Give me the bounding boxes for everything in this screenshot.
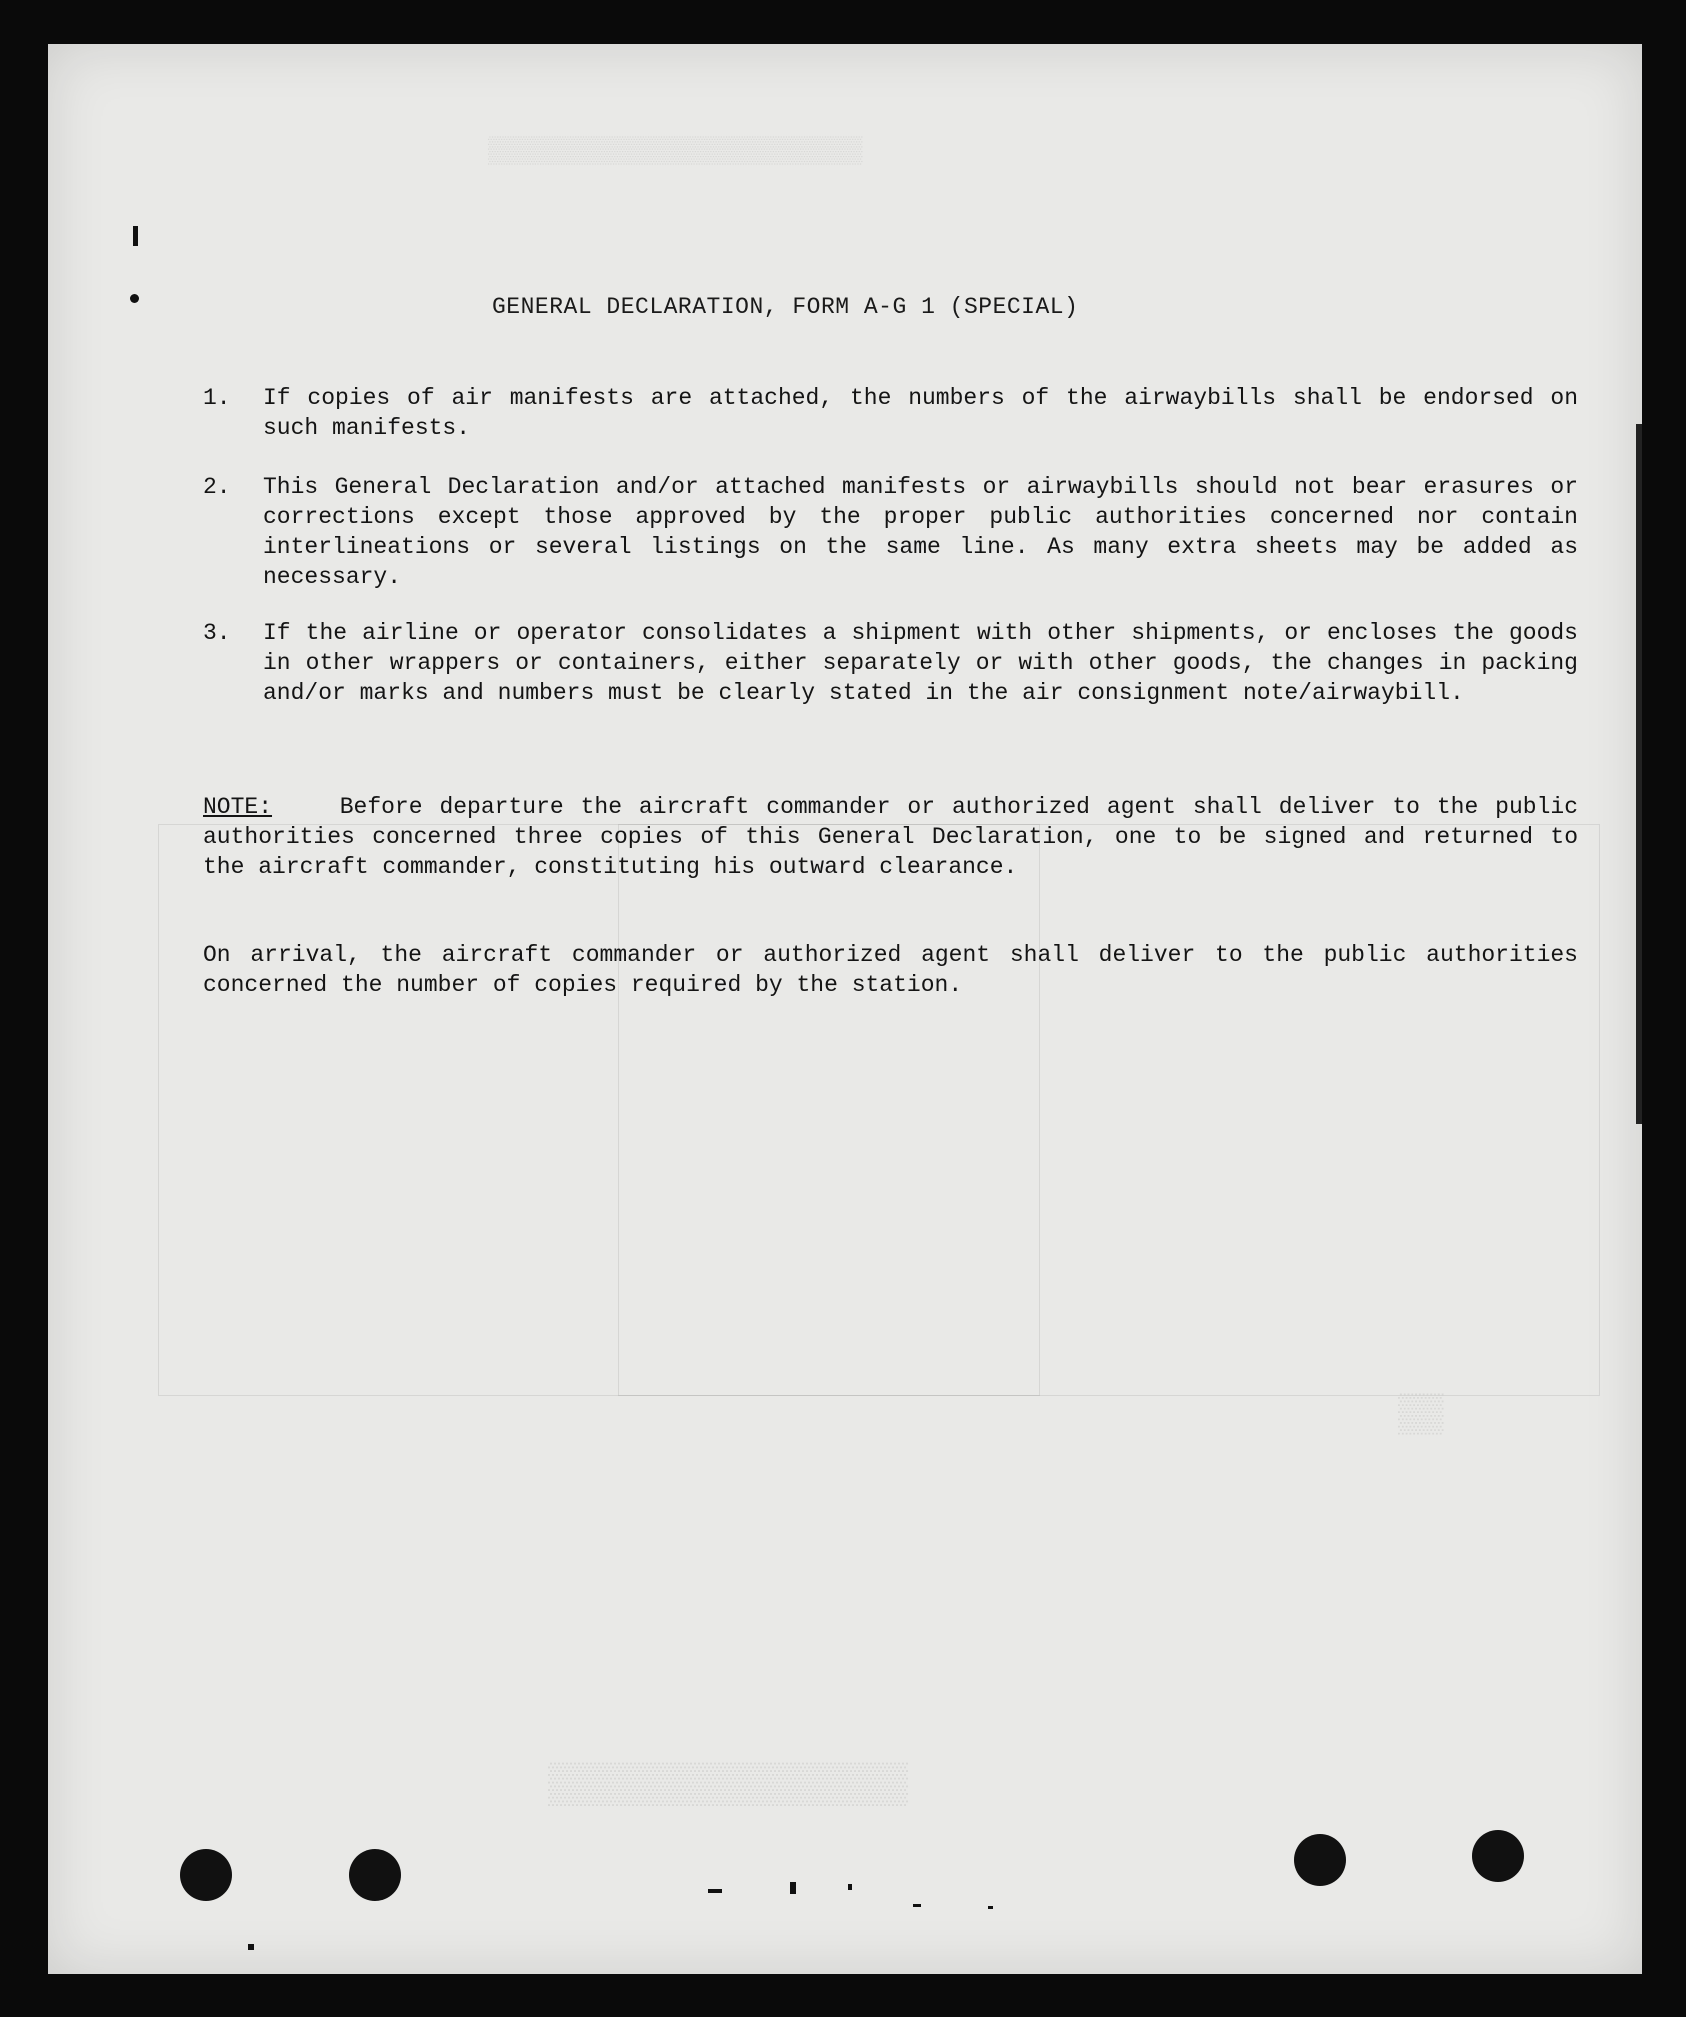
scan-speck xyxy=(790,1882,796,1894)
scan-speck xyxy=(913,1904,921,1907)
instruction-item-2 xyxy=(203,472,1578,592)
punch-hole xyxy=(1472,1830,1524,1882)
punch-hole xyxy=(349,1849,401,1901)
bleed-through-heading: ▒▒▒▒▒▒▒▒▒▒▒▒▒▒▒ xyxy=(548,1764,909,1809)
bleed-through-text: ▒▒▒▒▒▒▒▒▒▒▒▒▒▒▒▒▒▒▒▒▒▒▒▒ xyxy=(488,136,863,166)
note-label: NOTE: xyxy=(203,794,273,820)
margin-dot xyxy=(130,294,139,303)
item-text: If the airline or operator consolidates a shipment with other shipments, or encloses the goods in other wrappers or containers, either separately or with other goods, the changes in packing and/or marks and numbers must be clearly stated in the air consignment note/airwaybill. xyxy=(263,620,1578,706)
item-text: If copies of air manifests are attached, the numbers of the airwaybills shall be endorsed on such manifests. xyxy=(263,385,1578,441)
scan-speck xyxy=(848,1884,852,1890)
bleed-through-number: ▒▒ xyxy=(1398,1394,1444,1437)
arrival-text: On arrival, the aircraft commander or authorized agent shall deliver to the public authorities concerned the number of copies required by the station. xyxy=(203,942,1578,998)
scan-speck xyxy=(988,1906,993,1909)
punch-hole xyxy=(180,1849,232,1901)
note-paragraph xyxy=(203,792,1578,882)
item-number: 2. xyxy=(203,474,231,500)
item-number: 3. xyxy=(203,620,231,646)
margin-mark xyxy=(133,226,138,246)
item-number: 1. xyxy=(203,385,231,411)
document-page xyxy=(48,44,1642,1974)
item-text: This General Declaration and/or attached manifests or airwaybills should not bear erasures or corrections except those approved by the proper public authorities concerned nor contain interlineations or several listings on the same line. As many extra sheets may be added as necessary. xyxy=(263,474,1578,590)
instruction-item-1 xyxy=(203,383,1578,443)
form-title: GENERAL DECLARATION, FORM A-G 1 (SPECIAL) xyxy=(492,294,1079,320)
bleed-through-column xyxy=(618,824,1040,1396)
punch-hole xyxy=(1294,1834,1346,1886)
scan-speck xyxy=(708,1889,722,1893)
page-edge-shadow xyxy=(1636,424,1642,1124)
instruction-item-3 xyxy=(203,618,1578,708)
note-text: Before departure the aircraft commander or authorized agent shall deliver to the public authorities concerned three copies of this General Declaration, one to be signed and returned to the aircraft commander, constituting his outward clearance. xyxy=(203,794,1578,880)
scan-speck xyxy=(248,1944,254,1950)
arrival-paragraph xyxy=(203,940,1578,1000)
